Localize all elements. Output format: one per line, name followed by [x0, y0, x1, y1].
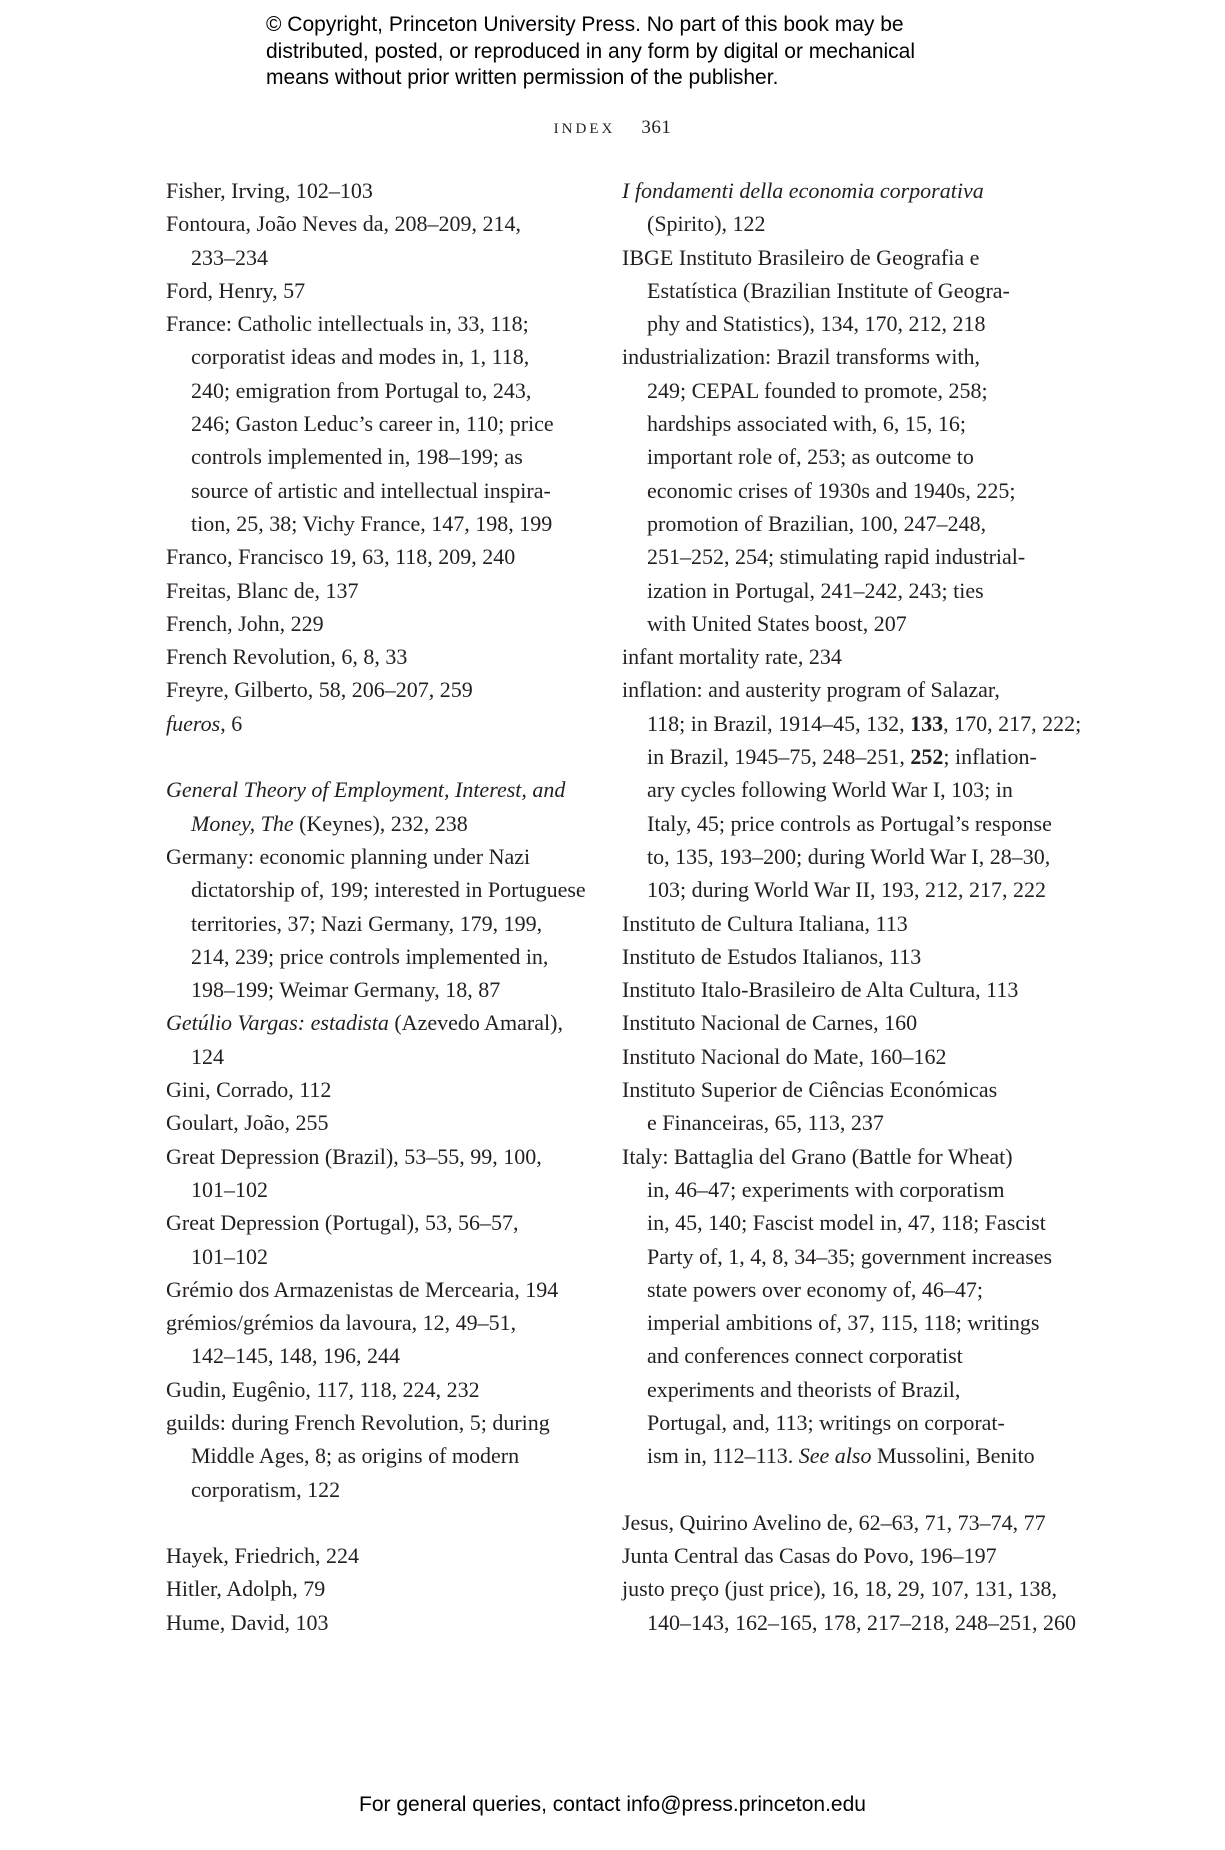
- entry-line: 198–199; Weimar Germany, 18, 87: [191, 977, 501, 1003]
- entry-line: Estatística (Brazilian Institute of Geogra-: [647, 277, 1010, 303]
- entry-line: with United States boost, 207: [647, 610, 907, 636]
- italic-title: I fondamenti della economia corporativa: [622, 178, 984, 203]
- index-entry: [166, 1206, 586, 1273]
- entry-line: 251–252, 254; stimulating rapid industrial-: [647, 544, 1026, 570]
- entry-line: in, 45, 140; Fascist model in, 47, 118; Fascist: [647, 1210, 1046, 1236]
- index-entry: [166, 640, 586, 673]
- entry-line: [647, 707, 1082, 740]
- entry-line: e Financeiras, 65, 113, 237: [647, 1110, 884, 1136]
- entry-line: ary cycles following World War I, 103; in: [647, 777, 1013, 803]
- index-column-left: [166, 174, 586, 1639]
- entry-line: Franco, Francisco 19, 63, 118, 209, 240: [166, 544, 516, 570]
- index-entry: [166, 1539, 586, 1572]
- entry-line: French Revolution, 6, 8, 33: [166, 644, 408, 670]
- bold-page-ref: 133: [910, 710, 944, 736]
- entry-line: 140–143, 162–165, 178, 217–218, 248–251, 260: [647, 1609, 1076, 1635]
- entry-text: ism in, 112–113.: [647, 1443, 799, 1469]
- index-entry: [622, 673, 1082, 906]
- index-entry: [166, 607, 586, 640]
- entry-line: ization in Portugal, 241–242, 243; ties: [647, 577, 984, 603]
- copyright-line: distributed, posted, or reproduced in any form by digital or mechanical: [266, 39, 916, 63]
- entry-line: [166, 1006, 586, 1039]
- entry-line: industrialization: Brazil transforms with,: [622, 344, 981, 370]
- index-entry: [166, 773, 586, 840]
- entry-line: Instituto Italo-Brasileiro de Alta Cultura, 113: [622, 977, 1019, 1003]
- entry-text: 118; in Brazil, 1914–45, 132,: [647, 710, 911, 736]
- index-entry: [166, 174, 586, 207]
- entry-text: Mussolini, Benito: [871, 1443, 1035, 1469]
- index-entry: [166, 540, 586, 573]
- index-entry: [622, 174, 1042, 241]
- entry-line: Fisher, Irving, 102–103: [166, 178, 373, 203]
- entry-text: (Keynes), 232, 238: [293, 810, 468, 836]
- italic-title: Money, The: [191, 810, 294, 836]
- copyright-notice: [266, 12, 1026, 92]
- entry-line: Great Depression (Brazil), 53–55, 99, 100,: [166, 1143, 542, 1169]
- entry-line: [647, 1439, 1042, 1472]
- index-entry: [166, 307, 586, 540]
- entry-line: state powers over economy of, 46–47;: [647, 1276, 984, 1302]
- entry-line: Portugal, and, 113; writings on corporat-: [647, 1409, 1005, 1435]
- index-entry: [166, 1073, 586, 1106]
- entry-line: Gudin, Eugênio, 117, 118, 224, 232: [166, 1376, 480, 1402]
- entry-line: 101–102: [191, 1176, 268, 1202]
- entry-line: infant mortality rate, 234: [622, 644, 842, 670]
- running-head: [0, 114, 1225, 139]
- entry-line: 246; Gaston Leduc’s career in, 110; price: [191, 411, 554, 437]
- index-entry: [622, 640, 1042, 673]
- see-also-label: See also: [798, 1443, 872, 1469]
- entry-line: corporatist ideas and modes in, 1, 118,: [191, 344, 530, 370]
- index-entry: [622, 907, 1042, 940]
- index-entry: [622, 241, 1042, 341]
- entry-line: [622, 174, 1042, 207]
- entry-line: grémios/grémios da lavoura, 12, 49–51,: [166, 1310, 517, 1336]
- italic-title: fueros: [166, 710, 221, 736]
- entry-line: tion, 25, 38; Vichy France, 147, 198, 199: [191, 510, 553, 536]
- entry-line: French, John, 229: [166, 610, 324, 636]
- entry-line: Italy, 45; price controls as Portugal’s response: [647, 810, 1052, 836]
- entry-line: Instituto de Cultura Italiana, 113: [622, 910, 908, 936]
- entry-line: Freyre, Gilberto, 58, 206–207, 259: [166, 677, 473, 703]
- index-entry: [166, 1273, 586, 1306]
- italic-title: Getúlio Vargas: estadista: [166, 1010, 389, 1036]
- entry-line: justo preço (just price), 16, 18, 29, 107, 131, 138,: [622, 1576, 1058, 1602]
- entry-text: ; inflation-: [943, 744, 1037, 770]
- index-entry: [622, 1506, 1046, 1539]
- entry-line: corporatism, 122: [191, 1476, 341, 1502]
- index-entry: [622, 340, 1042, 640]
- index-entry: [622, 1539, 1042, 1572]
- entry-line: 142–145, 148, 196, 244: [191, 1343, 400, 1369]
- entry-line: Great Depression (Portugal), 53, 56–57,: [166, 1210, 519, 1236]
- copyright-line: means without prior written permission of the publisher.: [266, 66, 779, 89]
- entry-line: source of artistic and intellectual inspira-: [191, 477, 551, 503]
- index-entry: [622, 1140, 1053, 1473]
- entry-line: Hume, David, 103: [166, 1609, 329, 1635]
- index-entry: [622, 973, 1042, 1006]
- index-entry: [166, 1406, 586, 1506]
- entry-line: 101–102: [191, 1243, 268, 1269]
- entry-text: (Azevedo Amaral),: [388, 1010, 563, 1036]
- entry-line: hardships associated with, 6, 15, 16;: [647, 411, 966, 437]
- entry-line: Instituto Nacional de Carnes, 160: [622, 1010, 918, 1036]
- entry-line: Fontoura, João Neves da, 208–209, 214,: [166, 211, 522, 237]
- index-entry: [622, 1040, 1042, 1073]
- entry-line: 233–234: [191, 244, 268, 270]
- entry-line: and conferences connect corporatist: [647, 1343, 963, 1369]
- index-entry: [166, 1606, 586, 1639]
- index-entry: [166, 274, 586, 307]
- index-entry: [166, 1572, 586, 1605]
- entry-line: [647, 740, 1042, 773]
- index-entry: [166, 1106, 586, 1139]
- entry-line: IBGE Instituto Brasileiro de Geografia e: [622, 244, 980, 270]
- index-entry: [622, 940, 1042, 973]
- index-entry: [166, 207, 586, 274]
- entry-text: , 6: [220, 710, 243, 736]
- entry-line: Germany: economic planning under Nazi: [166, 843, 531, 869]
- entry-line: Goulart, João, 255: [166, 1110, 329, 1136]
- entry-line: 214, 239; price controls implemented in,: [191, 943, 549, 969]
- entry-line: [166, 707, 586, 740]
- index-entry: [166, 1140, 586, 1207]
- entry-line: France: Catholic intellectuals in, 33, 118;: [166, 311, 529, 337]
- index-entry: [622, 1006, 1042, 1039]
- entry-line: Junta Central das Casas do Povo, 196–197: [622, 1543, 997, 1569]
- index-entry: [166, 840, 586, 1006]
- index-entry: [166, 1006, 586, 1073]
- entry-line: Instituto de Estudos Italianos, 113: [622, 943, 922, 969]
- index-entry: [166, 707, 586, 740]
- entry-line: controls implemented in, 198–199; as: [191, 444, 523, 470]
- entry-line: (Spirito), 122: [647, 211, 766, 237]
- letter-group-gap: [166, 740, 586, 773]
- entry-line: [191, 807, 586, 840]
- entry-line: Hayek, Friedrich, 224: [166, 1543, 360, 1569]
- entry-line: phy and Statistics), 134, 170, 212, 218: [647, 311, 986, 337]
- entry-line: Jesus, Quirino Avelino de, 62–63, 71, 73–74, 77: [622, 1509, 1046, 1535]
- entry-text: , 170, 217, 222;: [943, 710, 1082, 736]
- index-entry: [166, 673, 586, 706]
- index-column-right: [622, 174, 1082, 1639]
- copyright-line: © Copyright, Princeton University Press. No part of this book may be: [266, 13, 904, 36]
- index-entry: [166, 574, 586, 607]
- entry-line: Party of, 1, 4, 8, 34–35; government increases: [647, 1243, 1053, 1269]
- footer-contact: For general queries, contact info@press.princeton.edu: [359, 1793, 866, 1816]
- entry-line: Gini, Corrado, 112: [166, 1077, 332, 1103]
- italic-title: General Theory of Employment, Interest, and: [166, 777, 566, 803]
- entry-line: 103; during World War II, 193, 212, 217, 222: [647, 877, 1046, 903]
- entry-line: dictatorship of, 199; interested in Portuguese: [191, 877, 586, 903]
- letter-group-gap: [166, 1506, 586, 1539]
- entry-line: Hitler, Adolph, 79: [166, 1576, 326, 1602]
- entry-line: Freitas, Blanc de, 137: [166, 577, 359, 603]
- entry-line: experiments and theorists of Brazil,: [647, 1376, 961, 1402]
- entry-line: 249; CEPAL founded to promote, 258;: [647, 377, 988, 403]
- index-entry: [166, 1373, 586, 1406]
- index-entry: [166, 1306, 586, 1373]
- entry-text: in Brazil, 1945–75, 248–251,: [647, 744, 911, 770]
- page-number: 361: [641, 117, 672, 138]
- entry-line: important role of, 253; as outcome to: [647, 444, 974, 470]
- entry-line: territories, 37; Nazi Germany, 179, 199,: [191, 910, 543, 936]
- entry-line: imperial ambitions of, 37, 115, 118; writings: [647, 1310, 1040, 1336]
- entry-line: to, 135, 193–200; during World War I, 28–30,: [647, 843, 1051, 869]
- running-head-label: index: [553, 114, 616, 138]
- entry-line: Italy: Battaglia del Grano (Battle for Wheat): [622, 1143, 1013, 1169]
- entry-line: 240; emigration from Portugal to, 243,: [191, 377, 532, 403]
- letter-group-gap: [622, 1473, 1042, 1506]
- entry-line: 124: [191, 1043, 224, 1069]
- entry-line: Instituto Superior de Ciências Económicas: [622, 1077, 998, 1103]
- bold-page-ref: 252: [910, 744, 944, 770]
- entry-line: guilds: during French Revolution, 5; during: [166, 1409, 550, 1435]
- entry-line: promotion of Brazilian, 100, 247–248,: [647, 510, 987, 536]
- index-entry: [622, 1073, 1042, 1140]
- entry-line: Ford, Henry, 57: [166, 277, 306, 303]
- entry-line: inflation: and austerity program of Salazar,: [622, 677, 1000, 703]
- entry-line: Middle Ages, 8; as origins of modern: [191, 1443, 520, 1469]
- entry-line: [166, 773, 586, 806]
- index-entry: [622, 1572, 1076, 1639]
- entry-line: Grémio dos Armazenistas de Mercearia, 194: [166, 1276, 559, 1302]
- entry-line: Instituto Nacional do Mate, 160–162: [622, 1043, 947, 1069]
- entry-line: economic crises of 1930s and 1940s, 225;: [647, 477, 1016, 503]
- entry-line: in, 46–47; experiments with corporatism: [647, 1176, 1005, 1202]
